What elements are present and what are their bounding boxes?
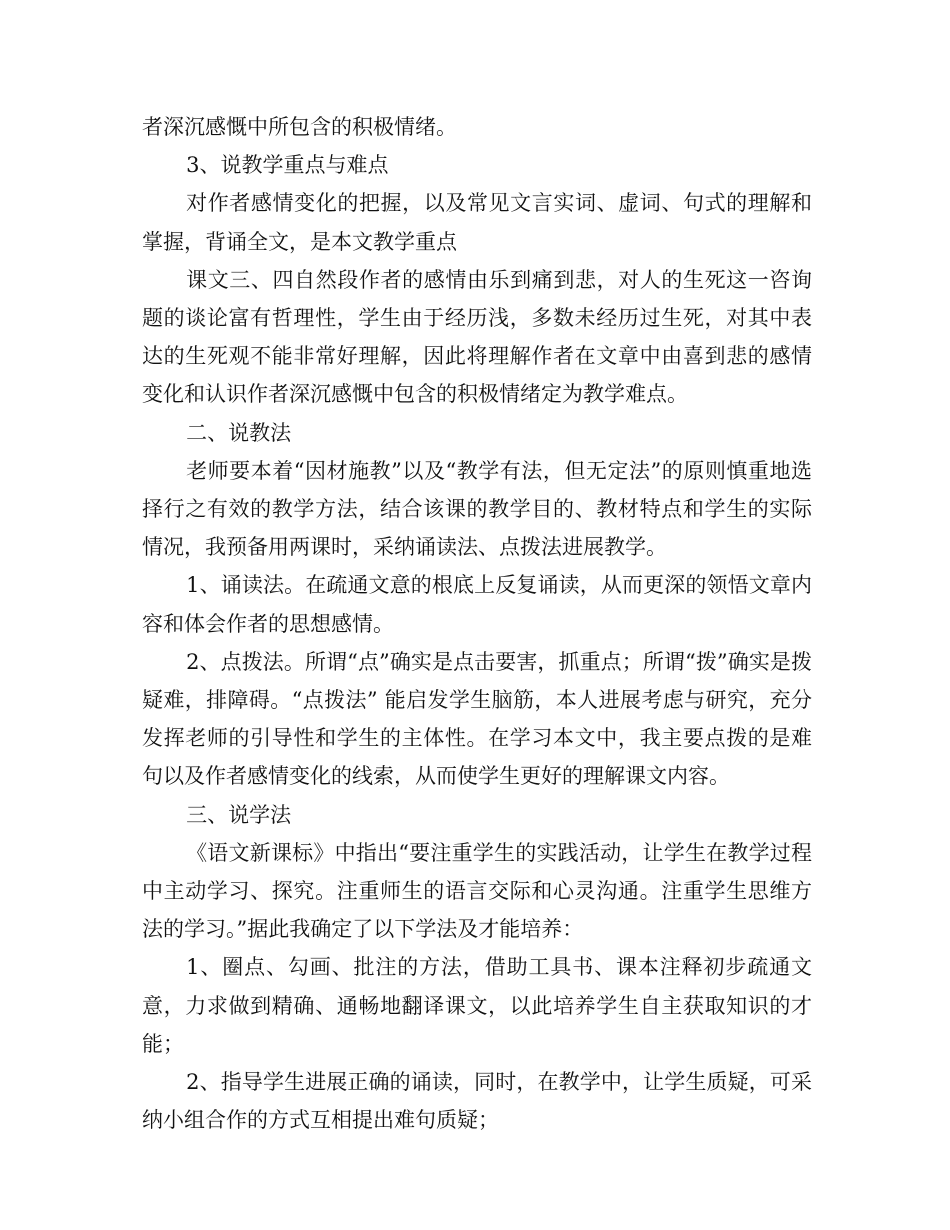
paragraph-3: 对作者感情变化的把握，以及常见文言实词、虚词、句式的理解和掌握，背诵全文，是本文教学重点 [142,191,812,254]
paragraph-6: 老师要本着“因材施教”以及“教学有法，但无定法”的原则慎重地选择行之有效的教学方法，结合该课的教学目的、教材特点和学生的实际情况，我预备用两课时，采纳诵读法、点拨法进展教学。 [142,458,812,560]
paragraph-10: 《语文新课标》中指出“要注重学生的实践活动，让学生在教学过程中主动学习、探究。注重师生的语言交际和心灵沟通。注重学生思维方法的学习。”据此我确定了以下学法及才能培养： [142,840,812,942]
document-body [142,108,812,1139]
paragraph-12: 2、指导学生进展正确的诵读，同时，在教学中，让学生质疑，可采纳小组合作的方式互相提出难句质疑； [142,1070,812,1133]
paragraph-7: 1、诵读法。在疏通文意的根底上反复诵读，从而更深的领悟文章内容和体会作者的思想感情。 [142,573,812,636]
paragraph-11: 1、圈点、勾画、批注的方法，借助工具书、课本注释初步疏通文意，力求做到精确、通畅地翻译课文，以此培养学生自主获取知识的才能； [142,955,812,1056]
heading-learning-method: 三、说学法 [186,802,292,827]
paragraph-1: 者深沉感慨中所包含的积极情绪。 [142,115,457,139]
paragraph-8: 2、点拨法。所谓“点”确实是点击要害，抓重点；所谓“拨”确实是拨疑难，排障碍。“点拨法” 能启发学生脑筋，本人进展考虑与研究，充分发挥老师的引导性和学生的主体性。在学习本文中，我主要点拨的是难句以及作者感情变化的线索，从而使学生更好的理解课文内容。 [142,649,812,789]
paragraph-4: 课文三、四自然段作者的感情由乐到痛到悲，对人的生死这一咨询题的谈论富有哲理性，学生由于经历浅，多数未经历过生死，对其中表达的生死观不能非常好理解，因此将理解作者在文章中由喜到悲的感情变化和认识作者深沉感慨中包含的积极情绪定为教学难点。 [142,267,812,407]
heading-teaching-method: 二、说教法 [186,420,292,445]
heading-teaching-focus: 3、说教学重点与难点 [186,153,389,178]
